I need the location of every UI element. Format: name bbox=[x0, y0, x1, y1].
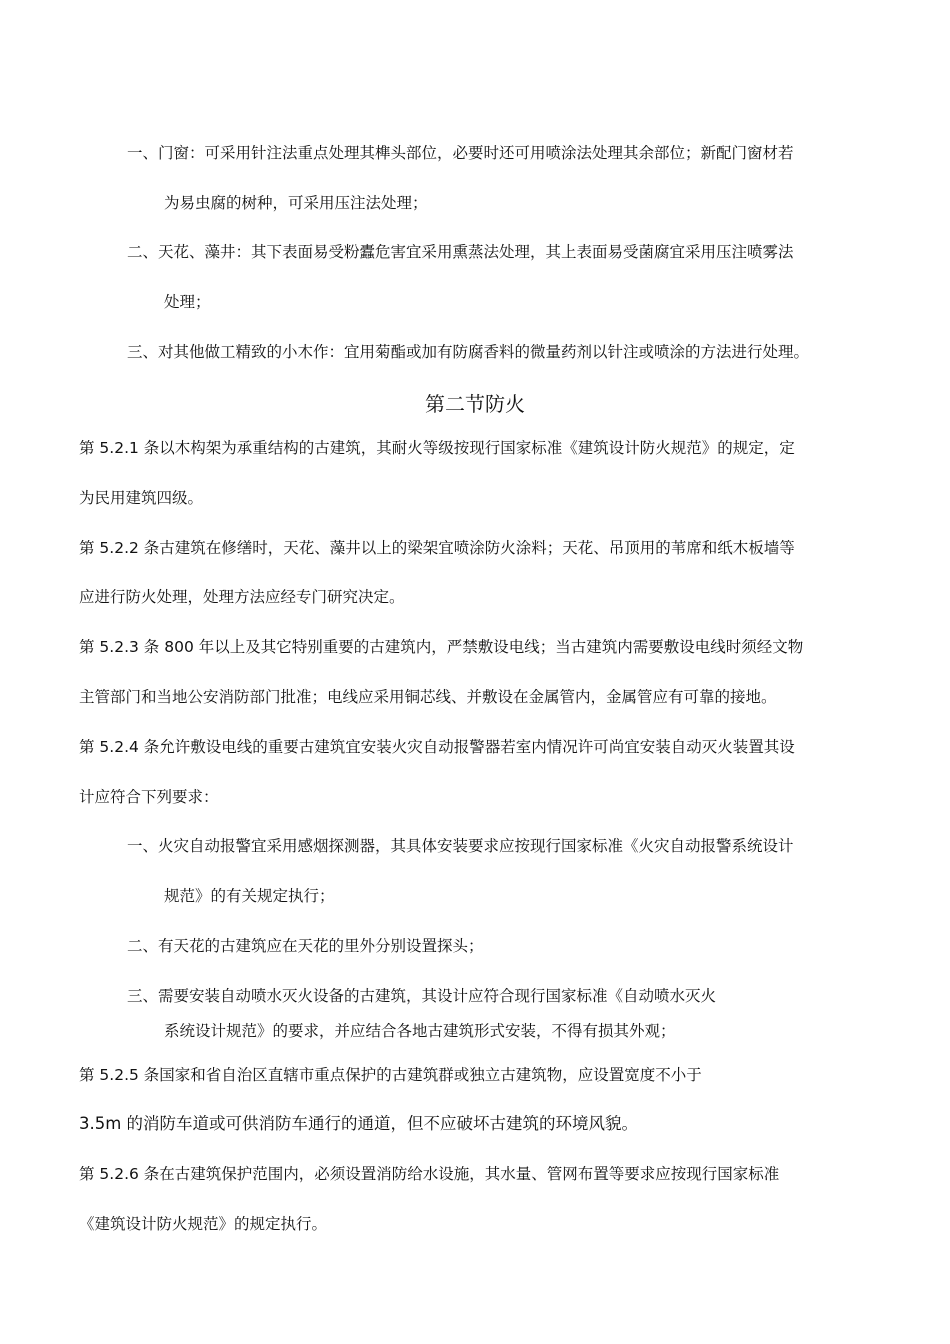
list1-item1-line1: 一、门窗：可采用针注法重点处理其榫头部位，必要时还可用喷涂法处理其余部位；新配门窗材若 bbox=[127, 144, 794, 162]
article-522-line2: 应进行防火处理，处理方法应经专门研究决定。 bbox=[79, 588, 405, 606]
section-title: 第二节防火 bbox=[425, 392, 525, 416]
article-523-line1: 第 5.2.3 条 800 年以上及其它特别重要的古建筑内，严禁敷设电线；当古建筑内需要敷设电线时须经文物 bbox=[79, 638, 804, 656]
list2-item3-line2: 系统设计规范》的要求，并应结合各地古建筑形式安装，不得有损其外观； bbox=[164, 1022, 676, 1040]
article-524-line1: 第 5.2.4 条允许敷设电线的重要古建筑宜安装火灾自动报警器若室内情况许可尚宜安装自动灭火装置其设 bbox=[79, 738, 795, 756]
list1-item1-line2: 为易虫腐的树种，可采用压注法处理； bbox=[164, 194, 428, 212]
article-526-line2: 《建筑设计防火规范》的规定执行。 bbox=[79, 1215, 328, 1233]
article-525-line1: 第 5.2.5 条国家和省自治区直辖市重点保护的古建筑群或独立古建筑物，应设置宽度不小于 bbox=[79, 1066, 702, 1084]
list2-item3-line1: 三、需要安装自动喷水灭火设备的古建筑，其设计应符合现行国家标准《自动喷水灭火 bbox=[127, 987, 717, 1005]
list1-item2-line1: 二、天花、藻井：其下表面易受粉蠹危害宜采用熏蒸法处理，其上表面易受菌腐宜采用压注喷雾法 bbox=[127, 243, 794, 261]
article-525-line2: 3.5m 的消防车道或可供消防车通行的通道，但不应破坏古建筑的环境风貌。 bbox=[79, 1114, 639, 1133]
article-526-line1: 第 5.2.6 条在古建筑保护范围内，必须设置消防给水设施，其水量、管网布置等要求应按现行国家标准 bbox=[79, 1165, 780, 1183]
article-521-line2: 为民用建筑四级。 bbox=[79, 489, 204, 507]
list2-item1-line2: 规范》的有关规定执行； bbox=[164, 887, 335, 905]
list1-item3-line1: 三、对其他做工精致的小木作：宜用菊酯或加有防腐香料的微量药剂以针注或喷涂的方法进行处理。 bbox=[127, 343, 810, 361]
article-521-line1: 第 5.2.1 条以木构架为承重结构的古建筑，其耐火等级按现行国家标准《建筑设计防火规范》的规定，定 bbox=[79, 439, 795, 457]
list1-item2-line2: 处理； bbox=[164, 293, 211, 311]
article-523-line2: 主管部门和当地公安消防部门批准；电线应采用铜芯线、并敷设在金属管内，金属管应有可靠的接地。 bbox=[79, 688, 777, 706]
list2-item2-line1: 二、有天花的古建筑应在天花的里外分别设置探头； bbox=[127, 937, 484, 955]
article-522-line1: 第 5.2.2 条古建筑在修缮时，天花、藻井以上的梁架宜喷涂防火涂料；天花、吊顶用的苇席和纸木板墙等 bbox=[79, 539, 795, 557]
list2-item1-line1: 一、火灾自动报警宜采用感烟探测器，其具体安装要求应按现行国家标准《火灾自动报警系统设计 bbox=[127, 837, 794, 855]
article-524-line2: 计应符合下列要求： bbox=[79, 788, 219, 806]
